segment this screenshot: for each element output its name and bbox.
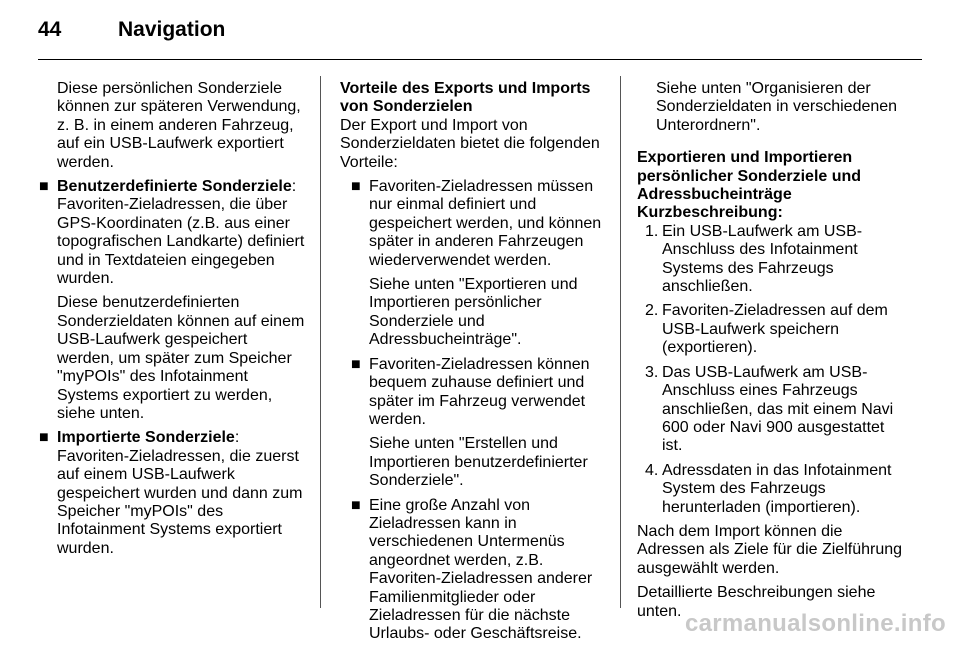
column-3 (637, 80, 907, 627)
advantage-item (350, 356, 608, 430)
bullet-text: : Favoriten-Zieladressen, die über GPS-Koordinaten (z.B. aus einer topografischen Landkarte) definiert und in Textdateien eingegeben wurden. (57, 178, 305, 288)
page-number: 44 (38, 18, 62, 41)
bullet-square-icon: ■ (39, 178, 49, 196)
body-paragraph: Nach dem Import können die Adressen als Ziele für die Zielführung ausgewählt werden. (637, 522, 903, 577)
column-divider-2 (620, 76, 621, 608)
intro-paragraph: Diese persönlichen Sonderziele können zur späteren Verwendung, z. B. in einem anderen Fahrzeug, auf ein USB-Laufwerk exportiert werden. (57, 80, 301, 171)
cross-reference: Siehe unten "Erstellen und Importieren benutzerdefinierter Sonderziele". (369, 435, 588, 490)
page-title: Navigation (118, 18, 226, 41)
bullet-term: Benutzerdefinierte Sonderziele (57, 178, 292, 196)
header-rule (38, 59, 922, 60)
bullet-text: Favoriten-Zieladressen müssen nur einmal definiert und gespeichert werden, und können später in anderen Fahrzeugen wiederverwendet werden. (369, 178, 602, 269)
steps-list (637, 223, 907, 517)
advantage-item (350, 178, 608, 270)
column-divider-1 (320, 76, 321, 608)
cross-reference: Siehe unten "Exportieren und Importieren persönlicher Sonderziele und Adressbucheinträge". (369, 276, 578, 349)
bullet-term: Importierte Sonderziele (57, 429, 235, 447)
bullet-square-icon: ■ (351, 355, 361, 373)
cross-reference: Siehe unten "Organisieren der Sonderzieldaten in verschiedenen Unterordnern". (656, 80, 898, 134)
section-heading: Exportieren und Importieren persönlicher Sonderziele und Adressbucheinträge (637, 149, 862, 204)
bullet-subparagraph: Diese benutzerdefinierten Sonderzieldaten können auf einem USB-Laufwerk gespeichert werden, um später zum Speicher "myPOIs" des Infotainment Systems exportiert zu werden, siehe unten. (57, 294, 305, 422)
subheading: Kurzbeschreibung: (637, 204, 783, 222)
body-paragraph: Detaillierte Beschreibungen siehe unten. (637, 584, 876, 620)
bullet-square-icon: ■ (351, 178, 361, 196)
list-item: 1. Ein USB-Laufwerk am USB-Anschluss des Infotainment Systems des Fahrzeugs anschließen. (645, 222, 863, 296)
bullet-custom-pois (38, 178, 308, 288)
bullet-text: Eine große Anzahl von Zieladressen kann in verschiedenen Untermenüs angeordnet werden, z.B. Favoriten-Zieladressen anderer Familienmitglieder oder Zieladressen für die nächste Urlaubs- oder Geschäftsreise. (369, 496, 593, 643)
bullet-text: Favoriten-Zieladressen können bequem zuhause definiert und später im Fahrzeug verwendet werden. (369, 355, 590, 428)
column-1 (38, 80, 308, 564)
list-item: 4. Adressdaten in das Infotainment System des Fahrzeugs herunterladen (importieren). (645, 461, 892, 516)
bullet-square-icon: ■ (351, 496, 361, 514)
section-intro: Der Export und Import von Sonderzieldaten bietet die folgenden Vorteile: (340, 116, 600, 171)
list-item: 3. Das USB-Laufwerk am USB-Anschluss eines Fahrzeugs anschließen, das mit einem Navi 600 oder Navi 900 ausgestattet ist. (645, 363, 894, 455)
column-2 (340, 80, 608, 650)
section-heading: Vorteile des Exports und Imports von Sonderzielen (340, 80, 591, 116)
page-header (38, 18, 225, 42)
bullet-square-icon: ■ (39, 429, 49, 447)
bullet-text: : Favoriten-Zieladressen, die zuerst auf einem USB-Laufwerk gespeichert wurden und dann zum Speicher "myPOIs" des Infotainment Systems exportiert wurden. (57, 429, 303, 557)
advantage-item (350, 497, 608, 644)
list-item: 2. Favoriten-Zieladressen auf dem USB-Laufwerk speichern (exportieren). (645, 302, 888, 357)
watermark: carmanualsonline.info (684, 610, 946, 637)
bullet-imported-pois (38, 429, 308, 558)
